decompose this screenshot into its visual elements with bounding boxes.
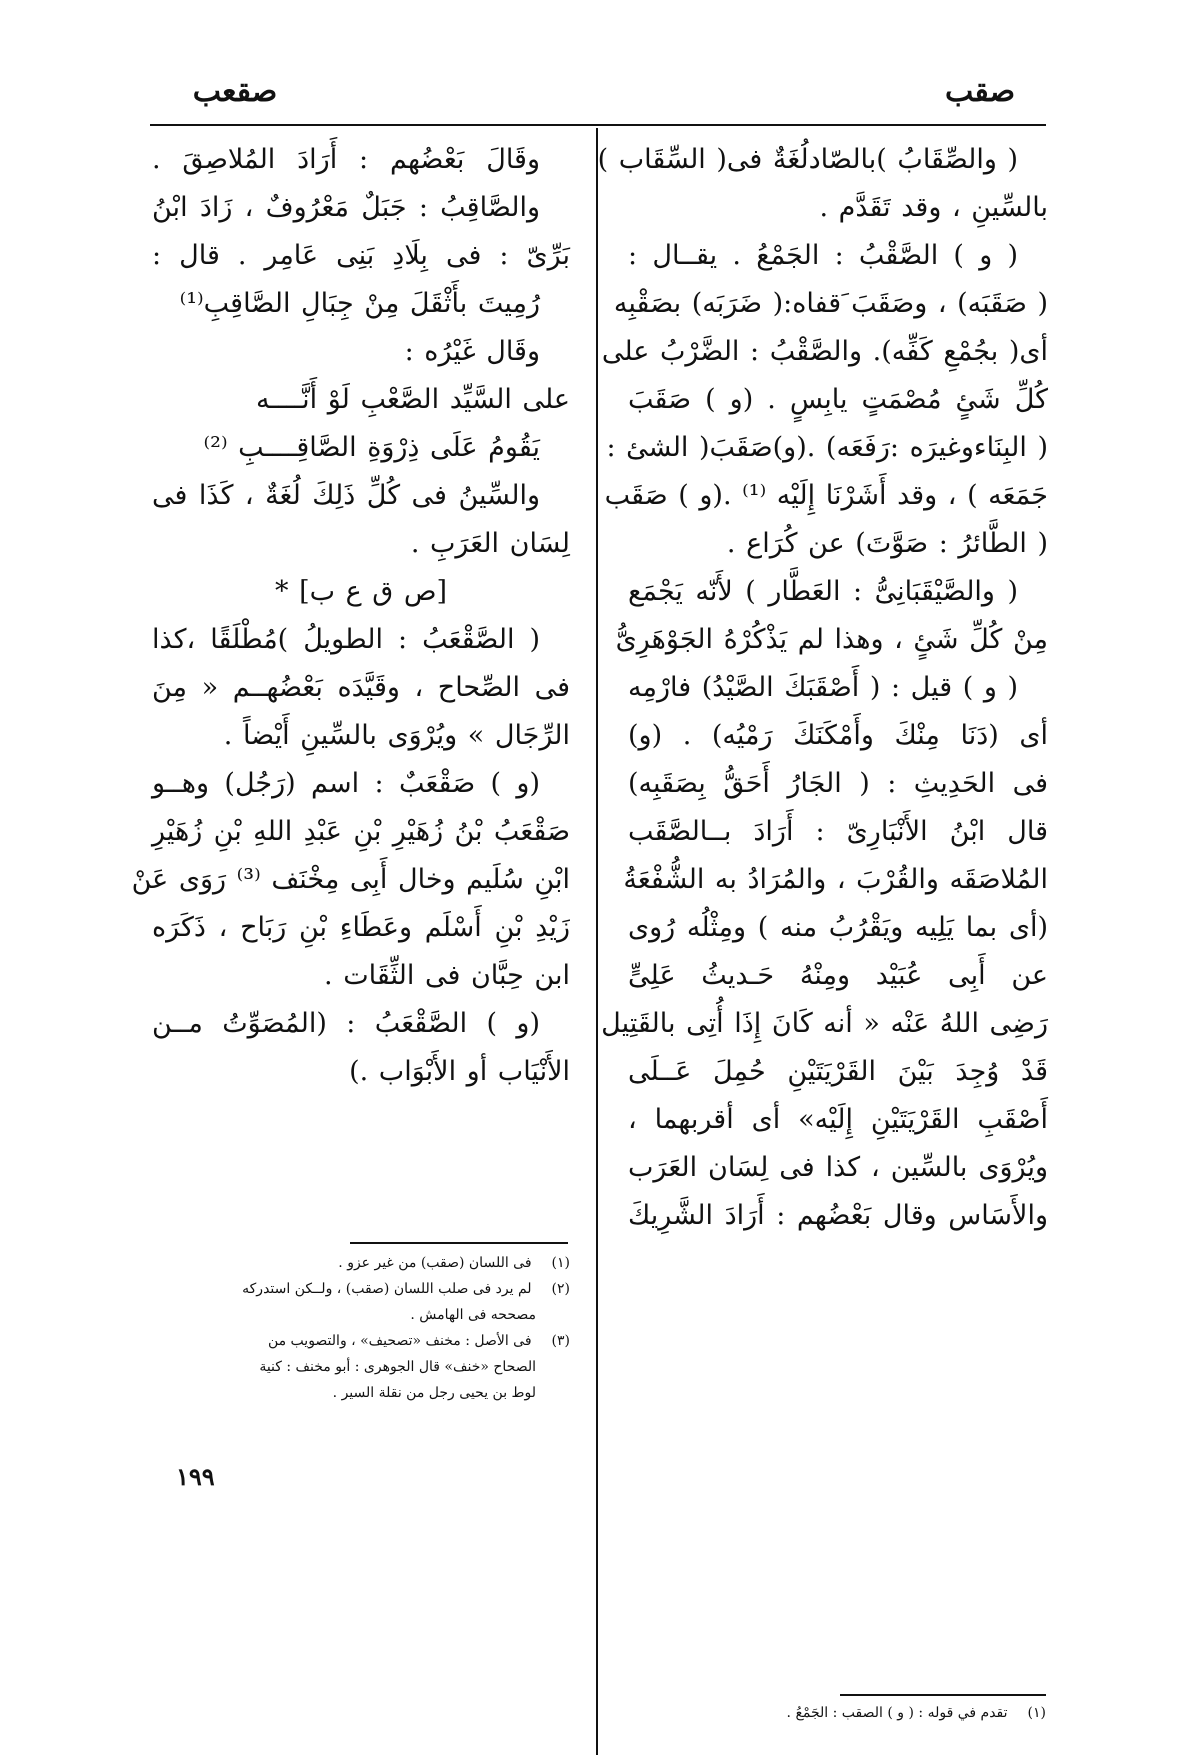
footnote-number: (٢) — [551, 1281, 570, 1297]
right-column — [597, 136, 1048, 1240]
text-line: فى الحَدِيثِ : ( الجَارُ أَحَقُّ بِصَقَبِه) — [628, 768, 1048, 799]
text-line: ( و ) قيل : ( أَصْقَبَكَ الصَّيْدُ) فارْمِه — [628, 672, 1018, 703]
footnote-rule — [350, 1242, 568, 1244]
text-line: ( البِنَاءوغيرَه :رَفَعَه) .(و)صَقَبَ( الشئ : — [606, 432, 1048, 463]
text-line: ( صَقَبَه) ، وصَقَبَ َقفاه:( ضَرَبَه) بصَقْبِه — [613, 288, 1048, 319]
footnote — [150, 1276, 570, 1328]
footnote-text: تقدم في قوله : ( و ) الصقب : الجَمْعُ . — [786, 1705, 1008, 1721]
text-line: الأَنْيَاب أو الأَبْوَاب .) — [349, 1056, 570, 1087]
header-last-word: صقعب — [192, 74, 278, 109]
footnote-text-continued: الصحاح «خنف» قال الجوهرى : أبو مخنف : كنية — [259, 1359, 536, 1375]
footnotes-right — [640, 1700, 1046, 1726]
text-line: مِنْ كُلِّ شَئٍ ، وهذا لم يَذْكُرْهُ الجَوْهَرِىُّ — [615, 624, 1048, 655]
footnote-rule — [840, 1694, 1046, 1696]
text-line: ( و ) الصَّقْبُ : الجَمْعُ . يقــال : — [628, 240, 1018, 271]
text-line: قال ابْنُ الأَنْبَارِىّ : أَرَادَ بــالصَّقَب — [628, 816, 1048, 847]
text-line: وقَال غَيْرُه : — [404, 336, 540, 367]
text-line: قَدْ وُجِدَ بَيْنَ القَرْيَتَيْنِ حُمِلَ عَــلَى — [628, 1056, 1048, 1087]
left-column — [131, 136, 570, 1096]
text-line: (أى بما يَلِيه ويَقْرُبُ منه ) ومِثْلُه رُوى — [628, 912, 1048, 943]
header-root-word: صقب — [944, 74, 1016, 109]
text-line: أى (دَنَا مِنْكَ وأَمْكَنَكَ رَمْيُه) . (و) — [628, 720, 1048, 751]
text-line: (و ) الصَّقْعَبُ : (المُصَوِّتُ مــن — [152, 1008, 540, 1039]
text-line: زَيْدِ بْنِ أَسْلَم وعَطَاءِ بْنِ رَبَاح ، ذَكَرَه — [152, 912, 570, 943]
footnote-number: (١) — [551, 1255, 570, 1271]
text-line: ويُرْوَى بالسِّين ، كذا فى لِسَان العَرَب — [628, 1152, 1048, 1183]
verse-line: رُمِيتَ بأَثْقَلَ مِنْ جِبَالِ الصَّاقِبِ⁽¹⁾ — [179, 288, 540, 319]
footnote — [640, 1700, 1046, 1726]
footnote-text: فى الأصل : مخنف «تصحيف» ، والتصويب من — [267, 1333, 532, 1349]
column-separator — [596, 128, 598, 1755]
text-line: والصَّاقِبُ : جَبَلٌ مَعْرُوفٌ ، زَادَ ابْنُ — [152, 192, 540, 223]
verse-line: على السَّيِّد الصَّعْبِ لَوْ أَنَّــــه — [255, 384, 570, 415]
footnote-number: (١) — [1027, 1705, 1046, 1721]
text-line: الرِّجَال » ويُرْوَى بالسِّينِ أَيْضاً . — [223, 720, 570, 751]
text-line: ابْنِ سُلَيم وخال أَبِى مِخْنَف ⁽³⁾ رَوَى عَنْ — [131, 864, 570, 895]
text-line: صَقْعَبُ بْنُ زُهَيْرِ بْنِ عَبْدِ اللهِ بْنِ زُهَيْرِ — [152, 816, 570, 847]
text-line: أى( بجُمْعِ كَفِّه). والصَّقْبُ : الضَّرْبُ على — [601, 336, 1048, 367]
text-line: والأَسَاس وقال بَعْضُهم : أَرَادَ الشَّرِيكَ — [628, 1200, 1048, 1231]
text-line: ( والصَّيْقَبَانِىُّ : العَطَّار ) لأَنّه يَجْمَع — [628, 576, 1018, 607]
footnote-text: فى اللسان (صقب) من غير عزو . — [338, 1255, 532, 1271]
footnote-number: (٣) — [551, 1333, 570, 1349]
text-line: ابن حِبَّان فى الثِّقَات . — [324, 960, 570, 991]
entry-heading: [ص ق ع ب] * — [274, 576, 448, 607]
text-line: ( الطَّائرُ : صَوَّتَ) عن كُرَاع . — [726, 528, 1048, 559]
text-line: المُلاصَقَه والقُرْبَ ، والمُرَادُ به الشُّفْعَةُ — [623, 864, 1048, 895]
text-line: وقَالَ بَعْضُهم : أَرَادَ المُلاصِقَ . — [152, 144, 540, 175]
text-line: بَرِّىّ : فى بِلَادِ بَنِى عَامِر . قال : — [152, 240, 570, 271]
verse-line: يَقُومُ عَلَى ذِرْوَةِ الصَّاقِــــبِ ⁽²⁾ — [203, 432, 540, 463]
text-line: (و ) صَقْعَبٌ : اسم (رَجُل) وهــو — [152, 768, 540, 799]
text-line: عن أَبِى عُبَيْد ومِنْهُ حَـديثُ عَلِىٍّ — [628, 960, 1048, 991]
text-line: أَصْقَبِ القَرْيَتَيْنِ إِلَيْه» أى أقربهما ، — [628, 1104, 1048, 1135]
text-line: فى الصِّحاح ، وقَيَّدَه بَعْضُهــم « مِنَ — [152, 672, 570, 703]
text-line: والسِّينُ فى كُلِّ ذَلِكَ لُغَةٌ ، كَذَا فى — [152, 480, 540, 511]
footnote-text-continued: لوط بن يحيى رجل من نقلة السير . — [332, 1385, 536, 1401]
footnotes-left — [150, 1250, 570, 1406]
footnote-text-continued: مصححه فى الهامش . — [410, 1307, 536, 1323]
text-line: ( الصَّقْعَبُ : الطويلُ )مُطْلَقًا ،كذا — [152, 624, 540, 655]
text-line: جَمَعَه ) ، وقد أَشَرْنَا إِلَيْه ⁽¹⁾ .(و ) صَقَب — [604, 480, 1048, 511]
text-line: بالسِّينِ ، وقد تَقَدَّم . — [819, 192, 1048, 223]
text-line: ( والصِّقَابُ )بالصّادلُغَةٌ فى( السِّقَاب ) — [597, 144, 1018, 175]
header-rule — [150, 124, 1046, 126]
footnote-text: لم يرد فى صلب اللسان (صقب) ، ولــكن استدركه — [242, 1281, 532, 1297]
text-line: كُلِّ شَئٍ مُصْمَتٍ يابِسٍ . (و ) صَقَبَ — [628, 384, 1048, 415]
footnote — [150, 1250, 570, 1276]
footnote — [150, 1328, 570, 1406]
text-line: لِسَان العَرَبِ . — [410, 528, 570, 559]
text-line: رَضِى اللهُ عَنْه « أنه كَانَ إِذَا أُتِى بالقَتِيل — [601, 1008, 1048, 1039]
page-number: ١٩٩ — [176, 1462, 215, 1491]
